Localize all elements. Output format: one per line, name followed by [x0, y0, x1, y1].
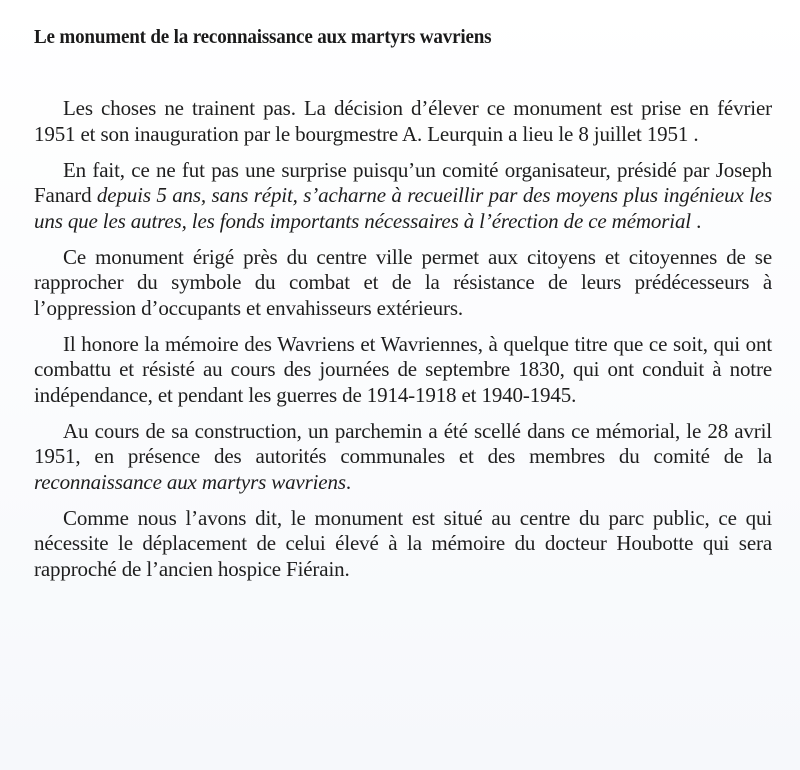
- paragraph-text: Ce monument érigé près du centre ville permet aux citoyens et citoyennes de se rapprocher du symbole du combat et de la résistance de leurs prédécesseurs à l’oppression d’occupants et envahisseurs extérieurs.: [34, 244, 772, 320]
- paragraph-committee: [34, 158, 772, 235]
- paragraph-text: .: [690, 208, 702, 233]
- paragraph-text: Au cours de sa construction, un parchemin a été scellé dans ce mémorial, le 28 avril 1951, en présence des autorités communales et des membres du comité de la: [34, 418, 772, 468]
- paragraph-inauguration: [34, 96, 772, 147]
- paragraph-location: [34, 245, 772, 322]
- paragraph-honor: [34, 332, 772, 409]
- paragraph-relocation: [34, 506, 772, 583]
- italic-quote: depuis 5 ans, sans répit, s’acharne à recueillir par des moyens plus ingénieux les uns que les autres, les fonds importants nécessaires à l’érection de ce mémorial: [34, 183, 773, 233]
- italic-committee-name: reconnaissance aux martyrs wavriens: [34, 469, 346, 494]
- document-title: Le monument de la reconnaissance aux martyrs wavriens: [34, 26, 492, 48]
- paragraph-text: Il honore la mémoire des Wavriens et Wavriennes, à quelque titre que ce soit, qui ont combattu et résisté au cours des journées de septembre 1830, qui ont conduit à notre indépendance, et pendant les guerres de 1914-1918 et 1940-1945.: [34, 331, 772, 407]
- paragraph-text: En fait, ce ne fut pas une surprise puisqu’un comité organisateur, présidé par Joseph Fanard: [34, 157, 772, 207]
- paragraph-text: Comme nous l’avons dit, le monument est situé au centre du parc public, ce qui nécessite le déplacement de celui élevé à la mémoire du docteur Houbotte qui sera rapproché de l’ancien hospice Fiérain.: [34, 505, 772, 581]
- paragraph-text: Les choses ne trainent pas. La décision d’élever ce monument est prise en février 1951 et son inauguration par le bourgmestre A. Leurquin a lieu le 8 juillet 1951 .: [34, 96, 772, 146]
- paragraph-text: .: [345, 469, 351, 494]
- document-body: [34, 96, 772, 593]
- paragraph-parchment: [34, 419, 772, 496]
